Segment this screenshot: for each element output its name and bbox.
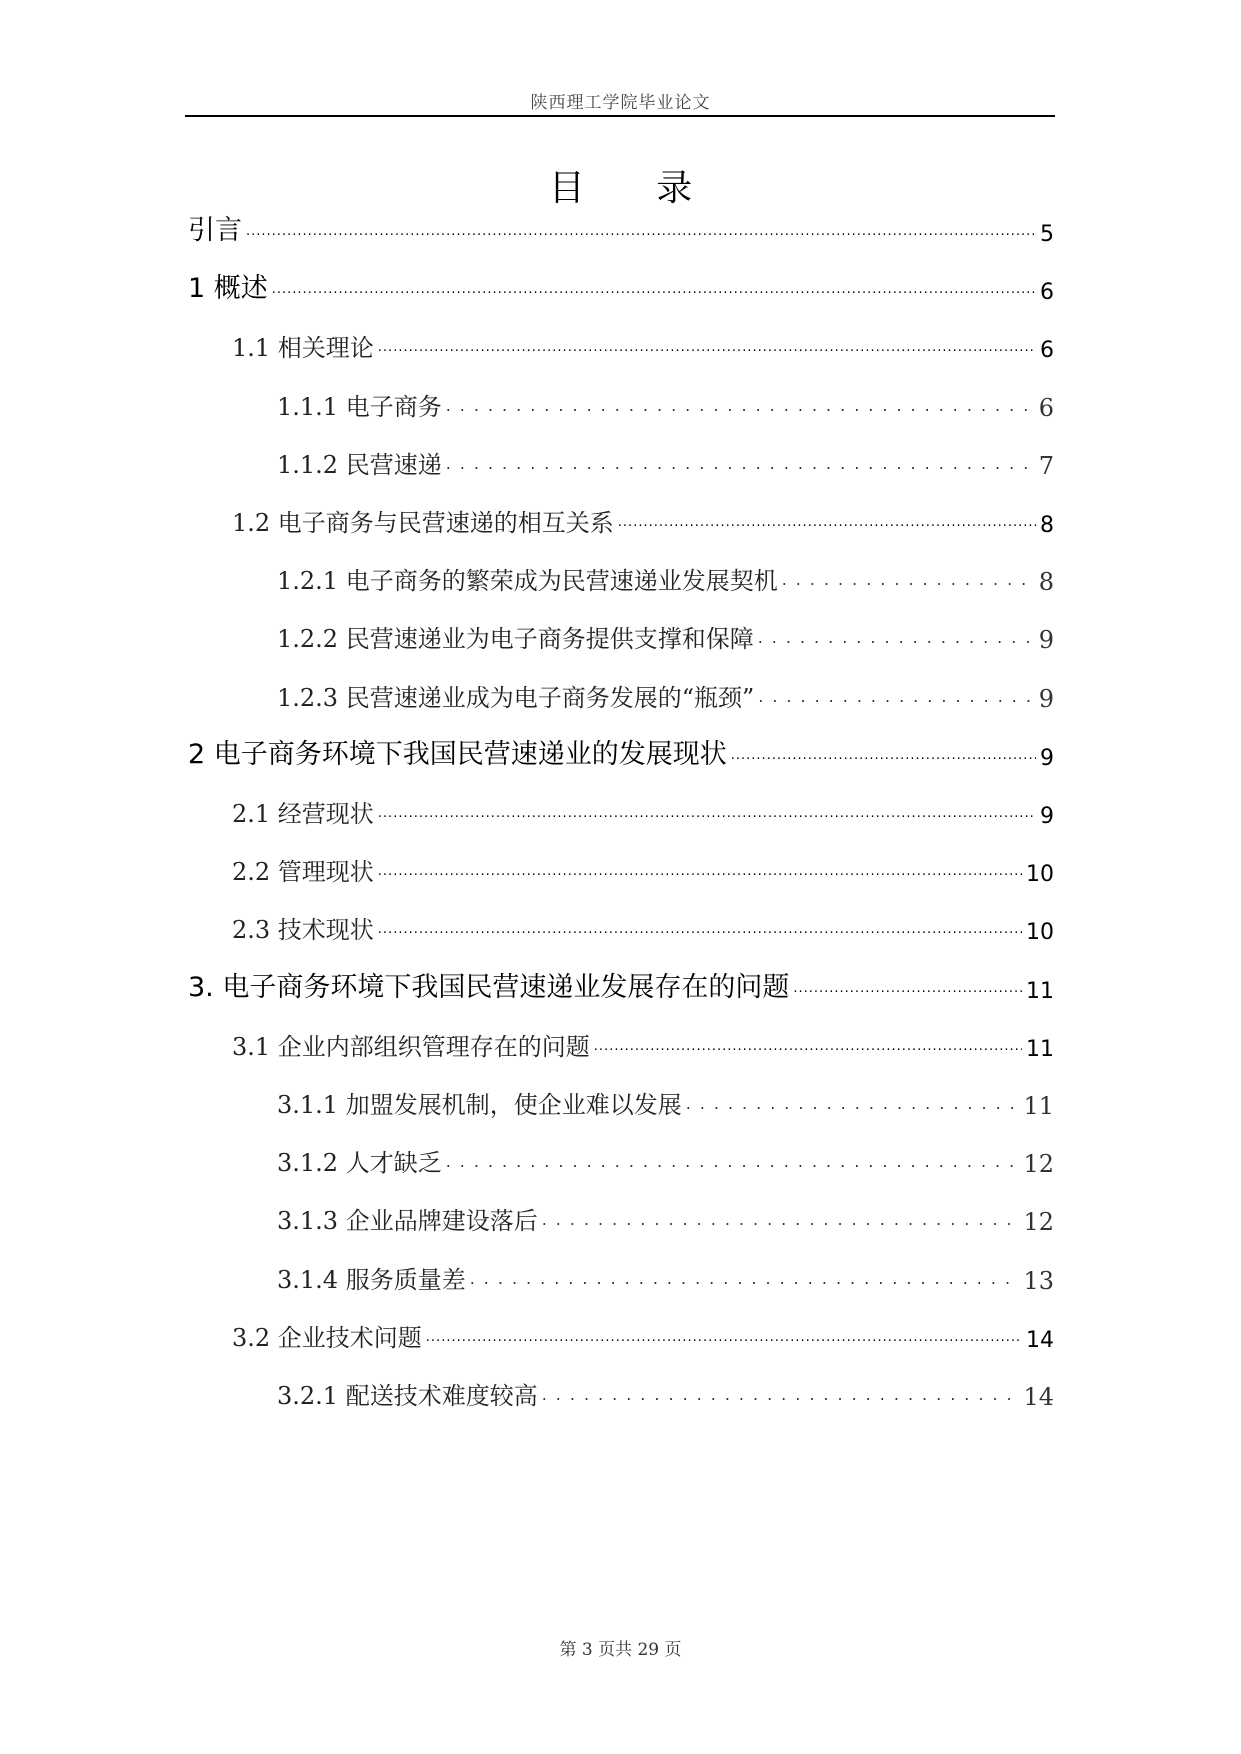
toc-dot-leader <box>426 1311 1022 1353</box>
toc-dot-leader <box>542 1194 1020 1236</box>
toc-entry-label: 3.1.4 服务质量差 <box>277 1265 466 1294</box>
toc-page-number: 14 <box>1026 1327 1054 1353</box>
toc-dot-leader <box>378 321 1036 363</box>
toc-page-number: 8 <box>1040 513 1054 538</box>
toc-entry-label: 引言 <box>188 215 242 246</box>
toc-page-number: 7 <box>1038 451 1054 480</box>
toc-dot-leader <box>446 380 1035 422</box>
toc-entry-label: 3.2.1 配送技术难度较高 <box>277 1382 538 1410</box>
toc-entry[interactable] <box>232 903 1054 945</box>
toc-entry-label: 1.1.2 民营速递 <box>277 450 442 479</box>
toc-dot-leader <box>272 263 1036 305</box>
toc-entry-label: 1 概述 <box>188 273 268 305</box>
toc-dot-leader <box>470 1253 1020 1295</box>
toc-entry[interactable] <box>277 438 1054 480</box>
toc-entry-label: 1.2.1 电子商务的繁荣成为民营速递业发展契机 <box>277 567 778 596</box>
toc-entry[interactable] <box>277 1078 1054 1120</box>
toc-entry-label: 3.1.3 企业品牌建设落后 <box>277 1207 538 1236</box>
toc-entry[interactable] <box>277 1136 1054 1178</box>
toc-page-number: 10 <box>1026 920 1054 946</box>
toc-dot-leader <box>758 671 1034 713</box>
toc-entry-label: 2 电子商务环境下我国民营速递业的发展现状 <box>188 738 727 770</box>
toc-entry[interactable] <box>277 612 1054 654</box>
toc-entry[interactable] <box>232 787 1054 829</box>
toc-entry-label: 2.1 经营现状 <box>232 800 374 828</box>
toc-dot-leader <box>758 612 1035 654</box>
page-footer: 第 3 页共 29 页 <box>559 1640 682 1660</box>
toc-entry-label: 3.2 企业技术问题 <box>232 1323 422 1352</box>
toc-dot-leader <box>246 205 1036 247</box>
toc-entry[interactable] <box>277 554 1054 596</box>
toc-title: 目 录 <box>548 168 723 209</box>
toc-entry[interactable] <box>188 729 1054 771</box>
toc-dot-leader <box>378 787 1036 829</box>
toc-dot-leader <box>378 903 1022 945</box>
toc-dot-leader <box>378 845 1022 887</box>
toc-dot-leader <box>542 1369 1020 1411</box>
toc-entry[interactable] <box>188 263 1054 305</box>
toc-entry[interactable] <box>277 1194 1054 1236</box>
toc-page-number: 10 <box>1026 862 1054 888</box>
toc-page-number: 9 <box>1040 804 1054 829</box>
toc-entry[interactable] <box>232 321 1054 363</box>
toc-entry-label: 1.2.3 民营速递业成为电子商务发展的“瓶颈” <box>277 683 755 712</box>
header-divider <box>185 115 1055 117</box>
toc-dot-leader <box>446 438 1035 480</box>
toc-entry[interactable] <box>277 1369 1054 1411</box>
toc-entry[interactable] <box>188 962 1054 1004</box>
toc-entry-label: 1.2 电子商务与民营速递的相互关系 <box>232 509 614 537</box>
toc-page-number: 11 <box>1026 1036 1054 1062</box>
toc-entry-label: 1.1.1 电子商务 <box>277 392 442 421</box>
toc-dot-leader <box>686 1078 1020 1120</box>
toc-page-number: 9 <box>1040 745 1054 771</box>
toc-entry-label: 1.1 相关理论 <box>232 334 374 363</box>
toc-page-number: 5 <box>1040 222 1054 247</box>
toc-dot-leader <box>793 962 1022 1004</box>
toc-entry[interactable] <box>188 205 1054 247</box>
toc-entry[interactable] <box>232 1020 1054 1062</box>
toc-entry[interactable] <box>232 1311 1054 1353</box>
toc-entry[interactable] <box>277 1253 1054 1295</box>
toc-entry[interactable] <box>277 671 1054 713</box>
toc-dot-leader <box>594 1020 1022 1062</box>
toc-entry-label: 3.1.1 加盟发展机制，使企业难以发展 <box>277 1091 682 1119</box>
toc-page-number: 14 <box>1023 1383 1054 1411</box>
toc-dot-leader <box>731 729 1036 771</box>
toc-page-number: 11 <box>1023 1092 1054 1120</box>
toc-page-number: 12 <box>1023 1208 1054 1237</box>
toc-dot-leader <box>618 496 1036 538</box>
toc-entry[interactable] <box>232 496 1054 538</box>
toc-entry-label: 2.3 技术现状 <box>232 916 374 945</box>
toc-entry-label: 1.2.2 民营速递业为电子商务提供支撑和保障 <box>277 625 754 654</box>
toc-entry[interactable] <box>277 380 1054 422</box>
toc-dot-leader <box>782 554 1035 596</box>
toc-page-number: 11 <box>1026 978 1054 1004</box>
toc-entry-label: 3.1.2 人才缺乏 <box>277 1149 442 1178</box>
toc-page-number: 8 <box>1038 568 1054 597</box>
toc-page-number: 6 <box>1038 393 1054 422</box>
toc-entry-label: 3. 电子商务环境下我国民营速递业发展存在的问题 <box>188 971 790 1003</box>
toc-page-number: 13 <box>1023 1266 1054 1295</box>
toc-dot-leader <box>446 1136 1020 1178</box>
toc-entry-label: 3.1 企业内部组织管理存在的问题 <box>232 1032 590 1061</box>
toc-page-number: 6 <box>1040 280 1054 306</box>
toc-page-number: 6 <box>1040 338 1054 364</box>
toc-entry-label: 2.2 管理现状 <box>232 858 374 887</box>
toc-page-number: 9 <box>1038 684 1054 713</box>
toc-entry[interactable] <box>232 845 1054 887</box>
toc-page-number: 9 <box>1038 626 1054 655</box>
toc-page-number: 12 <box>1023 1150 1054 1179</box>
running-header: 陕西理工学院毕业论文 <box>530 93 711 113</box>
